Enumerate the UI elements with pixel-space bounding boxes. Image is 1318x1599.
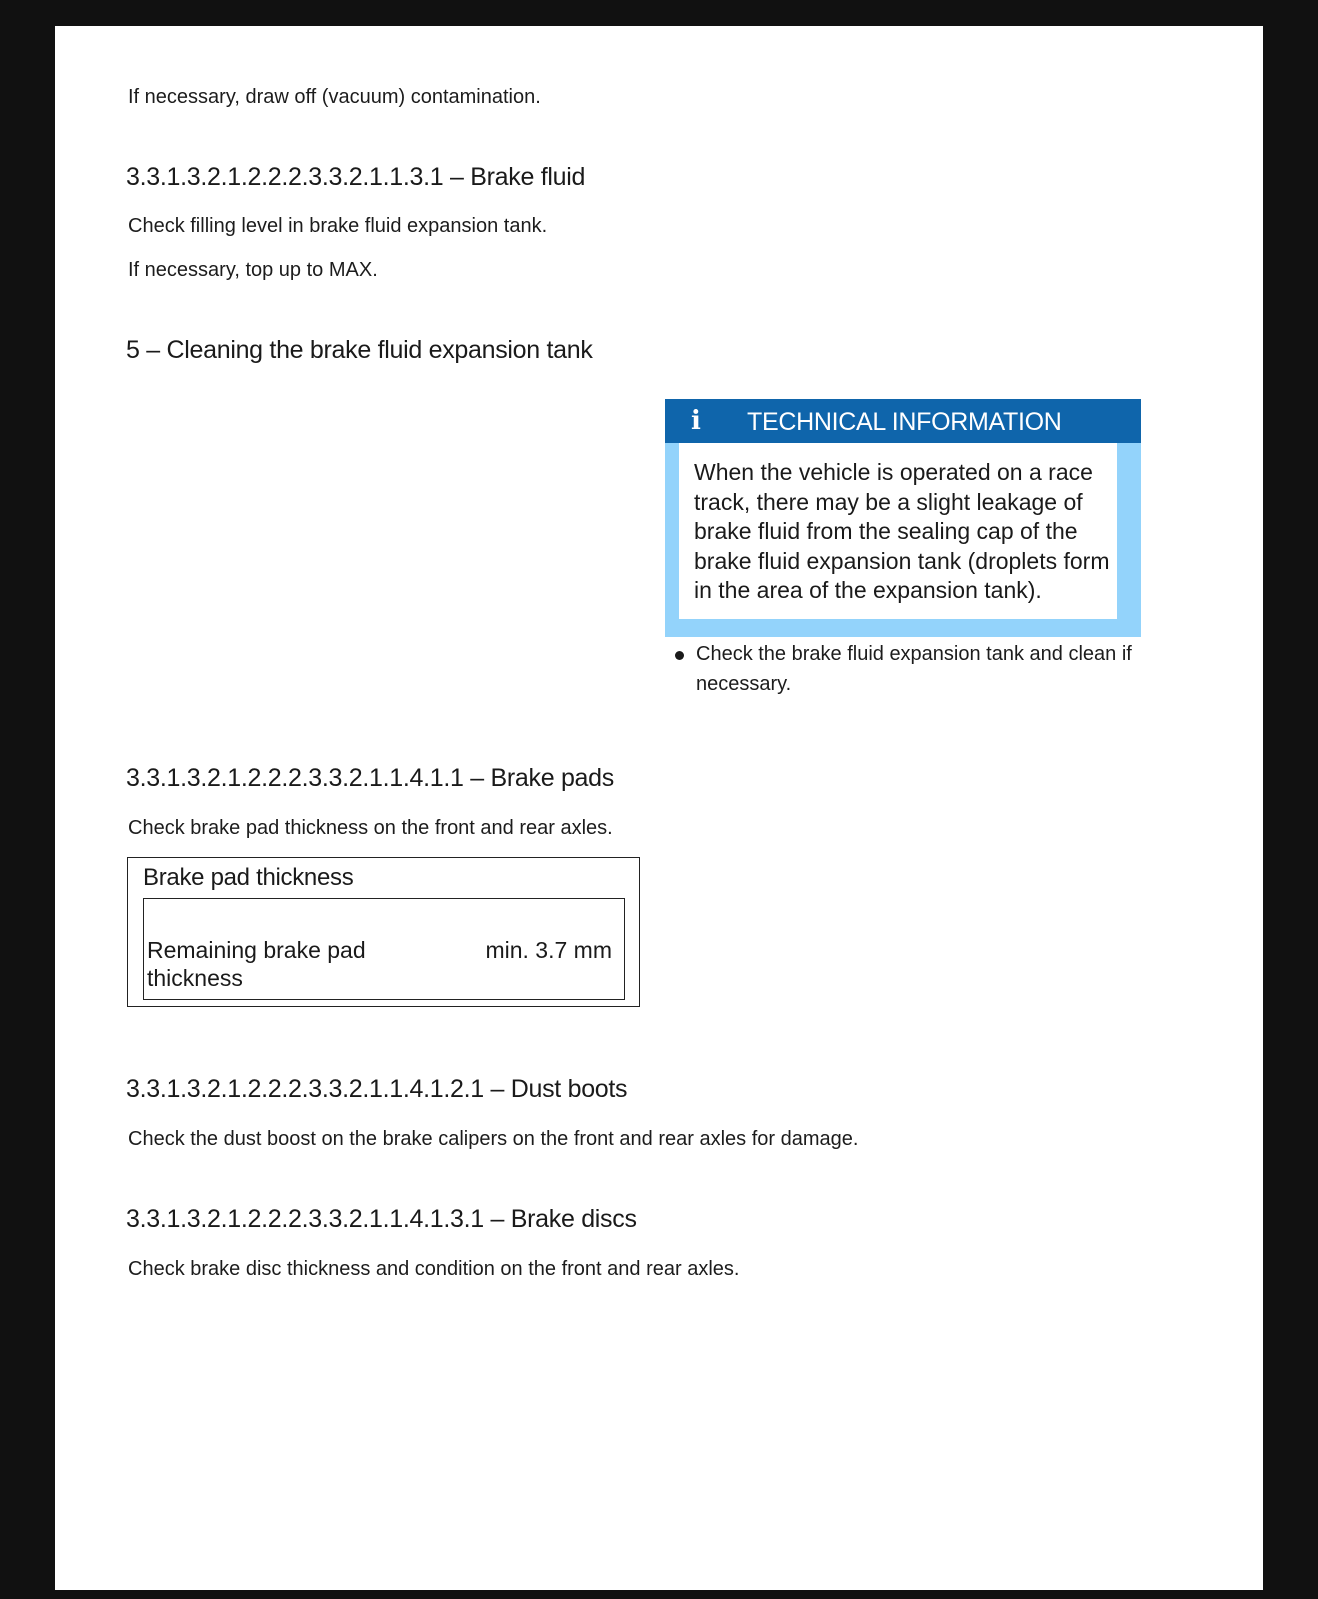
technical-information-box [665, 399, 1141, 637]
bullet-text-check-tank: Check the brake fluid expansion tank and clean if necessary. [696, 643, 1132, 695]
brake-discs-check-text: Check brake disc thickness and condition on the front and rear axles. [128, 1258, 740, 1280]
technical-information-header [665, 399, 1141, 443]
brake-pads-check-text: Check brake pad thickness on the front and rear axles. [128, 817, 613, 839]
brake-pad-thickness-table [127, 857, 640, 1007]
intro-text: If necessary, draw off (vacuum) contamination. [128, 86, 541, 108]
brake-fluid-topup-text: If necessary, top up to MAX. [128, 259, 378, 281]
technical-information-title: TECHNICAL INFORMATION [747, 408, 1062, 436]
document-page [55, 26, 1263, 1590]
brake-pad-table-title: Brake pad thickness [143, 864, 354, 891]
technical-information-body [679, 443, 1117, 619]
bullet-point [675, 651, 685, 661]
brake-pad-row-value: min. 3.7 mm [485, 937, 612, 963]
heading-cleaning-tank: 5 – Cleaning the brake fluid expansion tank [126, 336, 593, 364]
info-icon: i [691, 406, 701, 436]
heading-brake-discs: 3.3.1.3.2.1.2.2.2.3.3.2.1.1.4.1.3.1 – Brake discs [126, 1205, 637, 1233]
heading-brake-pads: 3.3.1.3.2.1.2.2.2.3.3.2.1.1.4.1.1 – Brake pads [126, 764, 614, 792]
brake-fluid-check-text: Check filling level in brake fluid expansion tank. [128, 215, 548, 237]
dust-boots-check-text: Check the dust boost on the brake calipers on the front and rear axles for damage. [128, 1128, 859, 1150]
heading-brake-fluid: 3.3.1.3.2.1.2.2.2.3.3.2.1.1.3.1 – Brake fluid [126, 163, 586, 191]
heading-dust-boots: 3.3.1.3.2.1.2.2.2.3.3.2.1.1.4.1.2.1 – Dust boots [126, 1075, 628, 1103]
technical-information-text: When the vehicle is operated on a race track, there may be a slight leakage of brake fluid from the sealing cap of the brake fluid expansion tank (droplets form in the area of the expansion tank). [694, 459, 1110, 603]
bullet-dot-icon [675, 651, 684, 660]
brake-pad-table-row [143, 898, 625, 1000]
brake-pad-row-label: Remaining brake pad thickness [147, 937, 366, 991]
